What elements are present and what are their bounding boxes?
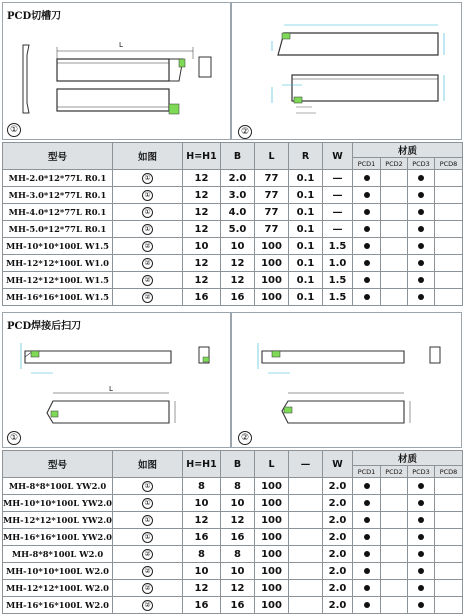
header-length: L xyxy=(255,143,289,170)
height-cell: 8 xyxy=(183,546,221,563)
material-cell xyxy=(435,187,463,204)
material-cell xyxy=(381,563,408,580)
header-height: H=H1 xyxy=(183,451,221,478)
material-cell xyxy=(408,512,435,529)
height-cell: 16 xyxy=(183,289,221,306)
figure-cell xyxy=(113,597,183,614)
availability-dot-icon xyxy=(418,192,424,198)
table-row xyxy=(3,512,463,529)
header-width: B xyxy=(221,451,255,478)
figure-ref: ② xyxy=(142,600,153,611)
grooving-tool-spec-table xyxy=(2,142,463,306)
groove-width-cell: 1.5 xyxy=(323,289,353,306)
model-cell: MH-10*10*100L W2.0 xyxy=(3,563,113,580)
material-cell xyxy=(381,597,408,614)
radius-cell xyxy=(289,546,323,563)
height-cell: 12 xyxy=(183,512,221,529)
height-cell: 10 xyxy=(183,495,221,512)
length-cell: 100 xyxy=(255,255,289,272)
material-cell xyxy=(381,187,408,204)
figure-cell xyxy=(113,563,183,580)
width-cell: 8 xyxy=(221,546,255,563)
section-title-2: PCD焊接后扫刀 xyxy=(7,321,82,332)
height-cell: 12 xyxy=(183,580,221,597)
height-cell: 8 xyxy=(183,478,221,495)
availability-dot-icon xyxy=(418,551,424,557)
groove-width-cell: — xyxy=(323,204,353,221)
figure-ref: ① xyxy=(142,498,153,509)
header-pcd1: PCD1 xyxy=(353,466,381,478)
figure-cell xyxy=(113,255,183,272)
figure-ref: ② xyxy=(142,258,153,269)
length-cell: 100 xyxy=(255,529,289,546)
header-pcd3: PCD3 xyxy=(408,158,435,170)
figure-cell xyxy=(113,529,183,546)
availability-dot-icon xyxy=(418,277,424,283)
availability-dot-icon xyxy=(364,568,370,574)
length-cell: 100 xyxy=(255,512,289,529)
material-cell xyxy=(408,221,435,238)
radius-cell xyxy=(289,580,323,597)
material-cell xyxy=(408,238,435,255)
radius-cell xyxy=(289,597,323,614)
radius-cell: 0.1 xyxy=(289,204,323,221)
material-cell xyxy=(435,597,463,614)
groove-width-cell: — xyxy=(323,221,353,238)
material-cell xyxy=(381,221,408,238)
availability-dot-icon xyxy=(364,226,370,232)
material-cell xyxy=(381,580,408,597)
length-cell: 100 xyxy=(255,495,289,512)
material-cell xyxy=(381,529,408,546)
figure-ref: ① xyxy=(142,532,153,543)
figure-ref: ① xyxy=(142,481,153,492)
figure-number-2: ② xyxy=(238,125,252,139)
availability-dot-icon xyxy=(364,243,370,249)
height-cell: 12 xyxy=(183,187,221,204)
material-cell xyxy=(408,272,435,289)
height-cell: 12 xyxy=(183,272,221,289)
header-pcd1: PCD1 xyxy=(353,158,381,170)
figure-ref: ① xyxy=(142,173,153,184)
availability-dot-icon xyxy=(418,602,424,608)
material-cell xyxy=(435,580,463,597)
header-figure: 如图 xyxy=(113,451,183,478)
material-cell xyxy=(408,546,435,563)
material-cell xyxy=(435,546,463,563)
header-groove-width: W xyxy=(323,451,353,478)
length-cell: 100 xyxy=(255,580,289,597)
height-cell: 12 xyxy=(183,255,221,272)
figure-ref: ① xyxy=(142,515,153,526)
header-height: H=H1 xyxy=(183,143,221,170)
radius-cell: 0.1 xyxy=(289,238,323,255)
figure-cell xyxy=(113,580,183,597)
material-cell xyxy=(408,478,435,495)
model-cell: MH-12*12*100L W1.0 xyxy=(3,255,113,272)
availability-dot-icon xyxy=(418,568,424,574)
availability-dot-icon xyxy=(364,500,370,506)
material-cell xyxy=(408,204,435,221)
radius-cell xyxy=(289,512,323,529)
availability-dot-icon xyxy=(364,209,370,215)
grooving-tool-rows xyxy=(3,170,463,306)
figure-cell xyxy=(113,495,183,512)
model-cell: MH-8*8*100L W2.0 xyxy=(3,546,113,563)
material-cell xyxy=(381,495,408,512)
groove-width-cell: 2.0 xyxy=(323,546,353,563)
header-radius: R xyxy=(289,143,323,170)
figure-number-3: ① xyxy=(7,431,21,445)
width-cell: 10 xyxy=(221,563,255,580)
material-cell xyxy=(381,272,408,289)
width-cell: 12 xyxy=(221,580,255,597)
grooving-tool-drawing-1 xyxy=(3,3,232,141)
figure-cell xyxy=(113,238,183,255)
material-cell xyxy=(353,272,381,289)
model-cell: MH-10*10*100L YW2.0 xyxy=(3,495,113,512)
table-row xyxy=(3,238,463,255)
table-row xyxy=(3,204,463,221)
table-row xyxy=(3,529,463,546)
header-empty: — xyxy=(289,451,323,478)
length-cell: 77 xyxy=(255,187,289,204)
radius-cell: 0.1 xyxy=(289,272,323,289)
figure-cell xyxy=(113,187,183,204)
material-cell xyxy=(381,512,408,529)
header-model: 型号 xyxy=(3,451,113,478)
groove-width-cell: 1.5 xyxy=(323,238,353,255)
figure-ref: ② xyxy=(142,583,153,594)
availability-dot-icon xyxy=(364,602,370,608)
model-cell: MH-12*12*100L W2.0 xyxy=(3,580,113,597)
width-cell: 16 xyxy=(221,289,255,306)
groove-width-cell: 2.0 xyxy=(323,478,353,495)
header-figure: 如图 xyxy=(113,143,183,170)
model-cell: MH-10*10*100L W1.5 xyxy=(3,238,113,255)
table-row xyxy=(3,255,463,272)
material-cell xyxy=(353,170,381,187)
figure-cell xyxy=(113,221,183,238)
length-cell: 77 xyxy=(255,170,289,187)
radius-cell xyxy=(289,495,323,512)
material-cell xyxy=(353,495,381,512)
width-cell: 12 xyxy=(221,255,255,272)
groove-width-cell: 1.5 xyxy=(323,272,353,289)
figure-ref: ② xyxy=(142,241,153,252)
material-cell xyxy=(435,529,463,546)
figure-ref: ① xyxy=(142,207,153,218)
availability-dot-icon xyxy=(418,534,424,540)
drawing-panel-2 xyxy=(231,2,462,140)
radius-cell xyxy=(289,529,323,546)
table-row xyxy=(3,597,463,614)
catalog-page xyxy=(2,2,462,614)
groove-width-cell: 2.0 xyxy=(323,563,353,580)
availability-dot-icon xyxy=(364,277,370,283)
availability-dot-icon xyxy=(418,175,424,181)
height-cell: 12 xyxy=(183,170,221,187)
length-cell: 100 xyxy=(255,597,289,614)
groove-width-cell: — xyxy=(323,187,353,204)
figure-ref: ② xyxy=(142,292,153,303)
material-cell xyxy=(408,495,435,512)
dimension-label-L-2: L xyxy=(109,385,113,393)
model-cell: MH-12*12*100L YW2.0 xyxy=(3,512,113,529)
length-cell: 77 xyxy=(255,221,289,238)
availability-dot-icon xyxy=(364,517,370,523)
width-cell: 2.0 xyxy=(221,170,255,187)
availability-dot-icon xyxy=(418,243,424,249)
width-cell: 10 xyxy=(221,495,255,512)
table-row xyxy=(3,546,463,563)
width-cell: 12 xyxy=(221,512,255,529)
material-cell xyxy=(353,221,381,238)
radius-cell xyxy=(289,563,323,580)
length-cell: 100 xyxy=(255,238,289,255)
width-cell: 16 xyxy=(221,597,255,614)
table-row xyxy=(3,272,463,289)
model-cell: MH-16*16*100L W2.0 xyxy=(3,597,113,614)
length-cell: 100 xyxy=(255,272,289,289)
table-row xyxy=(3,563,463,580)
figure-cell xyxy=(113,170,183,187)
header-length: L xyxy=(255,451,289,478)
material-cell xyxy=(408,170,435,187)
material-cell xyxy=(408,289,435,306)
availability-dot-icon xyxy=(418,585,424,591)
material-cell xyxy=(381,289,408,306)
model-cell: MH-16*16*100L W1.5 xyxy=(3,289,113,306)
material-cell xyxy=(435,478,463,495)
availability-dot-icon xyxy=(364,483,370,489)
availability-dot-icon xyxy=(418,209,424,215)
model-cell: MH-16*16*100L YW2.0 xyxy=(3,529,113,546)
material-cell xyxy=(435,204,463,221)
material-cell xyxy=(353,597,381,614)
figure-cell xyxy=(113,289,183,306)
availability-dot-icon xyxy=(418,226,424,232)
width-cell: 3.0 xyxy=(221,187,255,204)
length-cell: 100 xyxy=(255,563,289,580)
groove-width-cell: 2.0 xyxy=(323,580,353,597)
material-cell xyxy=(435,255,463,272)
figure-ref: ② xyxy=(142,275,153,286)
model-cell: MH-8*8*100L YW2.0 xyxy=(3,478,113,495)
radius-cell: 0.1 xyxy=(289,187,323,204)
figure-number-4: ② xyxy=(238,431,252,445)
drawing-panel-1 xyxy=(2,2,231,140)
material-cell xyxy=(353,529,381,546)
header-pcd2: PCD2 xyxy=(381,158,408,170)
drawing-panel-3 xyxy=(2,312,231,448)
grooving-tool-drawing-2 xyxy=(232,3,463,141)
header-groove-width: W xyxy=(323,143,353,170)
table-row xyxy=(3,221,463,238)
table-row xyxy=(3,289,463,306)
availability-dot-icon xyxy=(418,260,424,266)
material-cell xyxy=(353,478,381,495)
table-row xyxy=(3,478,463,495)
table-row xyxy=(3,187,463,204)
figure-ref: ① xyxy=(142,190,153,201)
drawing-panel-4 xyxy=(231,312,462,448)
width-cell: 5.0 xyxy=(221,221,255,238)
figure-cell xyxy=(113,546,183,563)
availability-dot-icon xyxy=(364,175,370,181)
model-cell: MH-4.0*12*77L R0.1 xyxy=(3,204,113,221)
material-cell xyxy=(408,597,435,614)
availability-dot-icon xyxy=(418,294,424,300)
section-title: PCD切槽刀 xyxy=(7,11,62,22)
availability-dot-icon xyxy=(364,294,370,300)
availability-dot-icon xyxy=(418,483,424,489)
material-cell xyxy=(435,512,463,529)
figure-cell xyxy=(113,204,183,221)
material-cell xyxy=(408,529,435,546)
figure-cell xyxy=(113,272,183,289)
height-cell: 12 xyxy=(183,221,221,238)
availability-dot-icon xyxy=(364,551,370,557)
material-cell xyxy=(435,238,463,255)
groove-width-cell: 2.0 xyxy=(323,529,353,546)
radius-cell: 0.1 xyxy=(289,170,323,187)
height-cell: 16 xyxy=(183,529,221,546)
material-cell xyxy=(408,580,435,597)
figure-ref: ② xyxy=(142,566,153,577)
length-cell: 100 xyxy=(255,546,289,563)
material-cell xyxy=(408,187,435,204)
radius-cell xyxy=(289,478,323,495)
figure-ref: ① xyxy=(142,224,153,235)
material-cell xyxy=(408,563,435,580)
header-width: B xyxy=(221,143,255,170)
width-cell: 12 xyxy=(221,272,255,289)
groove-width-cell: 2.0 xyxy=(323,512,353,529)
table-row xyxy=(3,495,463,512)
groove-width-cell: 1.0 xyxy=(323,255,353,272)
material-cell xyxy=(353,563,381,580)
availability-dot-icon xyxy=(418,517,424,523)
material-cell xyxy=(435,289,463,306)
header-material: 材质 xyxy=(353,451,463,466)
header-material: 材质 xyxy=(353,143,463,158)
header-pcd8: PCD8 xyxy=(435,466,463,478)
back-sweep-tool-spec-table xyxy=(2,450,463,614)
radius-cell: 0.1 xyxy=(289,221,323,238)
material-cell xyxy=(381,170,408,187)
material-cell xyxy=(381,238,408,255)
material-cell xyxy=(435,272,463,289)
material-cell xyxy=(435,170,463,187)
material-cell xyxy=(353,580,381,597)
model-cell: MH-2.0*12*77L R0.1 xyxy=(3,170,113,187)
material-cell xyxy=(353,238,381,255)
height-cell: 16 xyxy=(183,597,221,614)
width-cell: 8 xyxy=(221,478,255,495)
height-cell: 10 xyxy=(183,563,221,580)
availability-dot-icon xyxy=(418,500,424,506)
length-cell: 100 xyxy=(255,478,289,495)
material-cell xyxy=(381,478,408,495)
radius-cell: 0.1 xyxy=(289,289,323,306)
groove-width-cell: 2.0 xyxy=(323,495,353,512)
dimension-label-L: L xyxy=(119,41,123,49)
figure-number-1: ① xyxy=(7,123,21,137)
groove-width-cell: 2.0 xyxy=(323,597,353,614)
material-cell xyxy=(353,289,381,306)
model-cell: MH-12*12*100L W1.5 xyxy=(3,272,113,289)
radius-cell: 0.1 xyxy=(289,255,323,272)
availability-dot-icon xyxy=(364,192,370,198)
figure-cell xyxy=(113,478,183,495)
header-model: 型号 xyxy=(3,143,113,170)
figure-ref: ② xyxy=(142,549,153,560)
material-cell xyxy=(435,563,463,580)
width-cell: 16 xyxy=(221,529,255,546)
model-cell: MH-3.0*12*77L R0.1 xyxy=(3,187,113,204)
material-cell xyxy=(435,495,463,512)
width-cell: 4.0 xyxy=(221,204,255,221)
material-cell xyxy=(353,204,381,221)
back-sweep-tool-drawing-1 xyxy=(3,313,232,449)
model-cell: MH-5.0*12*77L R0.1 xyxy=(3,221,113,238)
availability-dot-icon xyxy=(364,585,370,591)
back-sweep-tool-drawing-2 xyxy=(232,313,463,449)
length-cell: 77 xyxy=(255,204,289,221)
material-cell xyxy=(408,255,435,272)
table-row xyxy=(3,170,463,187)
availability-dot-icon xyxy=(364,260,370,266)
back-sweep-tool-rows xyxy=(3,478,463,614)
availability-dot-icon xyxy=(364,534,370,540)
figure-cell xyxy=(113,512,183,529)
material-cell xyxy=(353,255,381,272)
header-pcd2: PCD2 xyxy=(381,466,408,478)
height-cell: 10 xyxy=(183,238,221,255)
material-cell xyxy=(353,546,381,563)
length-cell: 100 xyxy=(255,289,289,306)
width-cell: 10 xyxy=(221,238,255,255)
header-pcd8: PCD8 xyxy=(435,158,463,170)
groove-width-cell: — xyxy=(323,170,353,187)
material-cell xyxy=(353,187,381,204)
material-cell xyxy=(353,512,381,529)
material-cell xyxy=(435,221,463,238)
material-cell xyxy=(381,255,408,272)
material-cell xyxy=(381,204,408,221)
height-cell: 12 xyxy=(183,204,221,221)
header-pcd3: PCD3 xyxy=(408,466,435,478)
table-row xyxy=(3,580,463,597)
material-cell xyxy=(381,546,408,563)
